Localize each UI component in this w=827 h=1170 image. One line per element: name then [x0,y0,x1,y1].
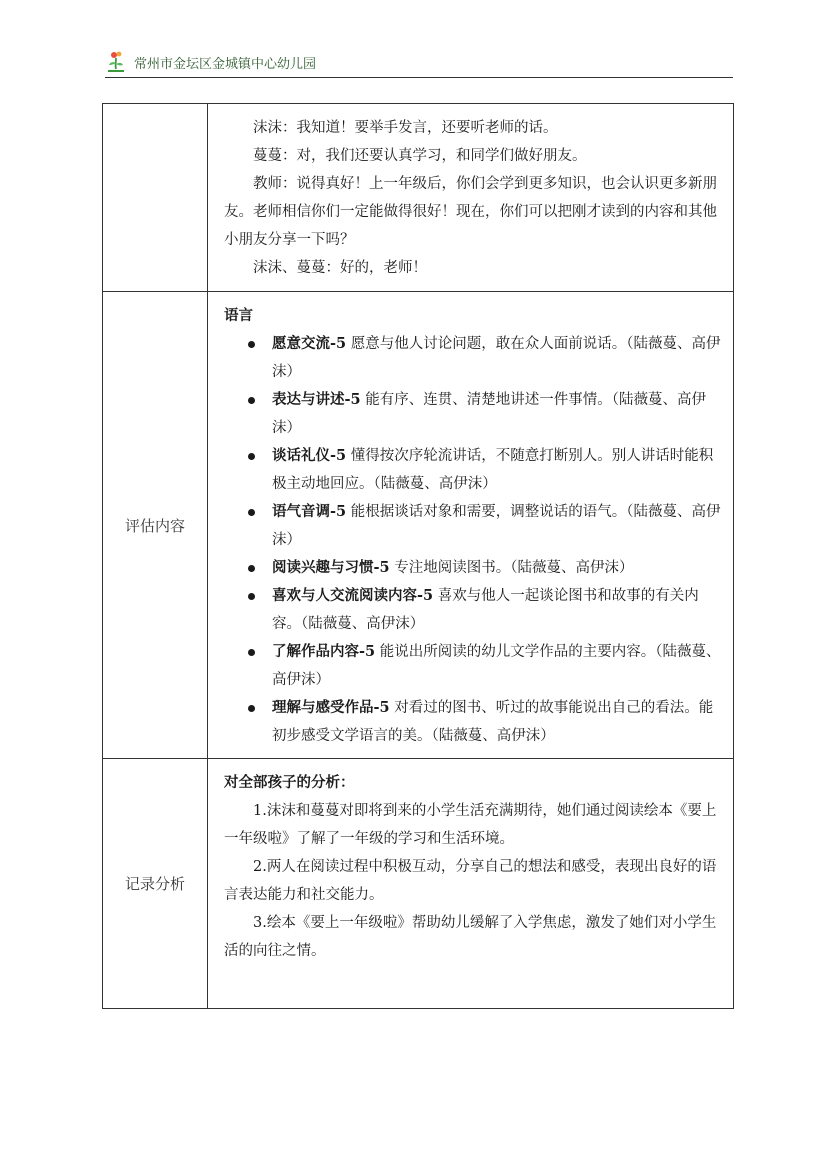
bullet-icon [248,705,255,712]
item-name: 理解与感受作品-5 [272,699,390,716]
list-item [224,582,721,638]
dialogue-line: 沫沫：我知道！要举手发言，还要听老师的话。 [253,120,558,136]
item-text: 能说出所阅读的幼儿文学作品的主要内容。（陆薇蔓、高伊沫） [272,644,721,688]
bullet-icon [248,397,255,404]
item-text: 能根据谈话对象和需要，调整说话的语气。（陆薇蔓、高伊沫） [272,504,721,548]
list-item [224,694,721,750]
item-name: 喜欢与人交流阅读内容-5 [272,587,434,604]
evaluation-content [208,292,734,759]
evaluation-list [224,330,721,750]
analysis-row [103,759,734,1009]
item-text: 专注地阅读图书。（陆薇蔓、高伊沫） [389,560,634,576]
item-text: 对看过的图书、听过的故事能说出自己的看法。能初步感受文学语言的美。（陆薇蔓、高伊沫） [272,700,714,744]
list-item [224,330,721,386]
item-text: 懂得按次序轮流讲话，不随意打断别人。别人讲话时能积极主动地回应。（陆薇蔓、高伊沫） [272,448,714,492]
item-name: 阅读兴趣与习惯-5 [272,559,390,576]
item-name: 谈话礼仪-5 [272,447,347,464]
item-text: 愿意与他人讨论问题，敢在众人面前说话。（陆薇蔓、高伊沫） [272,336,721,380]
list-item [224,498,721,554]
analysis-title: 对全部孩子的分析： [224,774,355,791]
header-divider [105,77,733,78]
analysis-point: 1.沫沫和蔓蔓对即将到来的小学生活充满期待，她们通过阅读绘本《要上一年级啦》了解了一年级的学习和生活环境。 [224,803,717,847]
list-item [224,554,721,582]
school-name: 常州市金坛区金城镇中心幼儿园 [134,57,317,72]
item-name: 语气音调-5 [272,503,347,520]
item-text: 喜欢与他人一起谈论图书和故事的有关内容。（陆薇蔓、高伊沫） [272,588,699,632]
bullet-icon [248,649,255,656]
dialogue-line: 沫沫、蔓蔓：好的，老师！ [253,260,427,276]
list-item [224,638,721,694]
evaluation-row [103,292,734,759]
dialogue-line: 教师：说得真好！上一年级后，你们会学到更多知识，也会认识更多新朋友。老师相信你们一定能做得很好！现在，你们可以把刚才读到的内容和其他小朋友分享一下吗？ [224,176,717,248]
dialogue-label-cell [103,104,208,292]
evaluation-section-title: 语言 [224,307,253,324]
kindergarten-logo-icon [105,50,127,74]
analysis-point: 2.两人在阅读过程中积极互动，分享自己的想法和感受，表现出良好的语言表达能力和社交能力。 [224,859,717,903]
dialogue-line: 蔓蔓：对，我们还要认真学习，和同学们做好朋友。 [253,148,587,164]
analysis-content [208,759,734,1009]
list-item [224,442,721,498]
bullet-icon [248,565,255,572]
bullet-icon [248,341,255,348]
evaluation-label: 评估内容 [103,292,208,759]
item-name: 表达与讲述-5 [272,391,361,408]
analysis-point: 3.绘本《要上一年级啦》帮助幼儿缓解了入学焦虑，激发了她们对小学生活的向往之情。 [224,915,717,959]
dialogue-content [208,104,734,292]
dialogue-row [103,104,734,292]
record-table [102,103,734,1009]
page-header [105,50,733,78]
analysis-label: 记录分析 [103,759,208,1009]
bullet-icon [248,453,255,460]
item-name: 愿意交流-5 [272,335,347,352]
bullet-icon [248,509,255,516]
item-text: 能有序、连贯、清楚地讲述一件事情。（陆薇蔓、高伊沫） [272,392,706,436]
bullet-icon [248,593,255,600]
item-name: 了解作品内容-5 [272,643,376,660]
list-item [224,386,721,442]
